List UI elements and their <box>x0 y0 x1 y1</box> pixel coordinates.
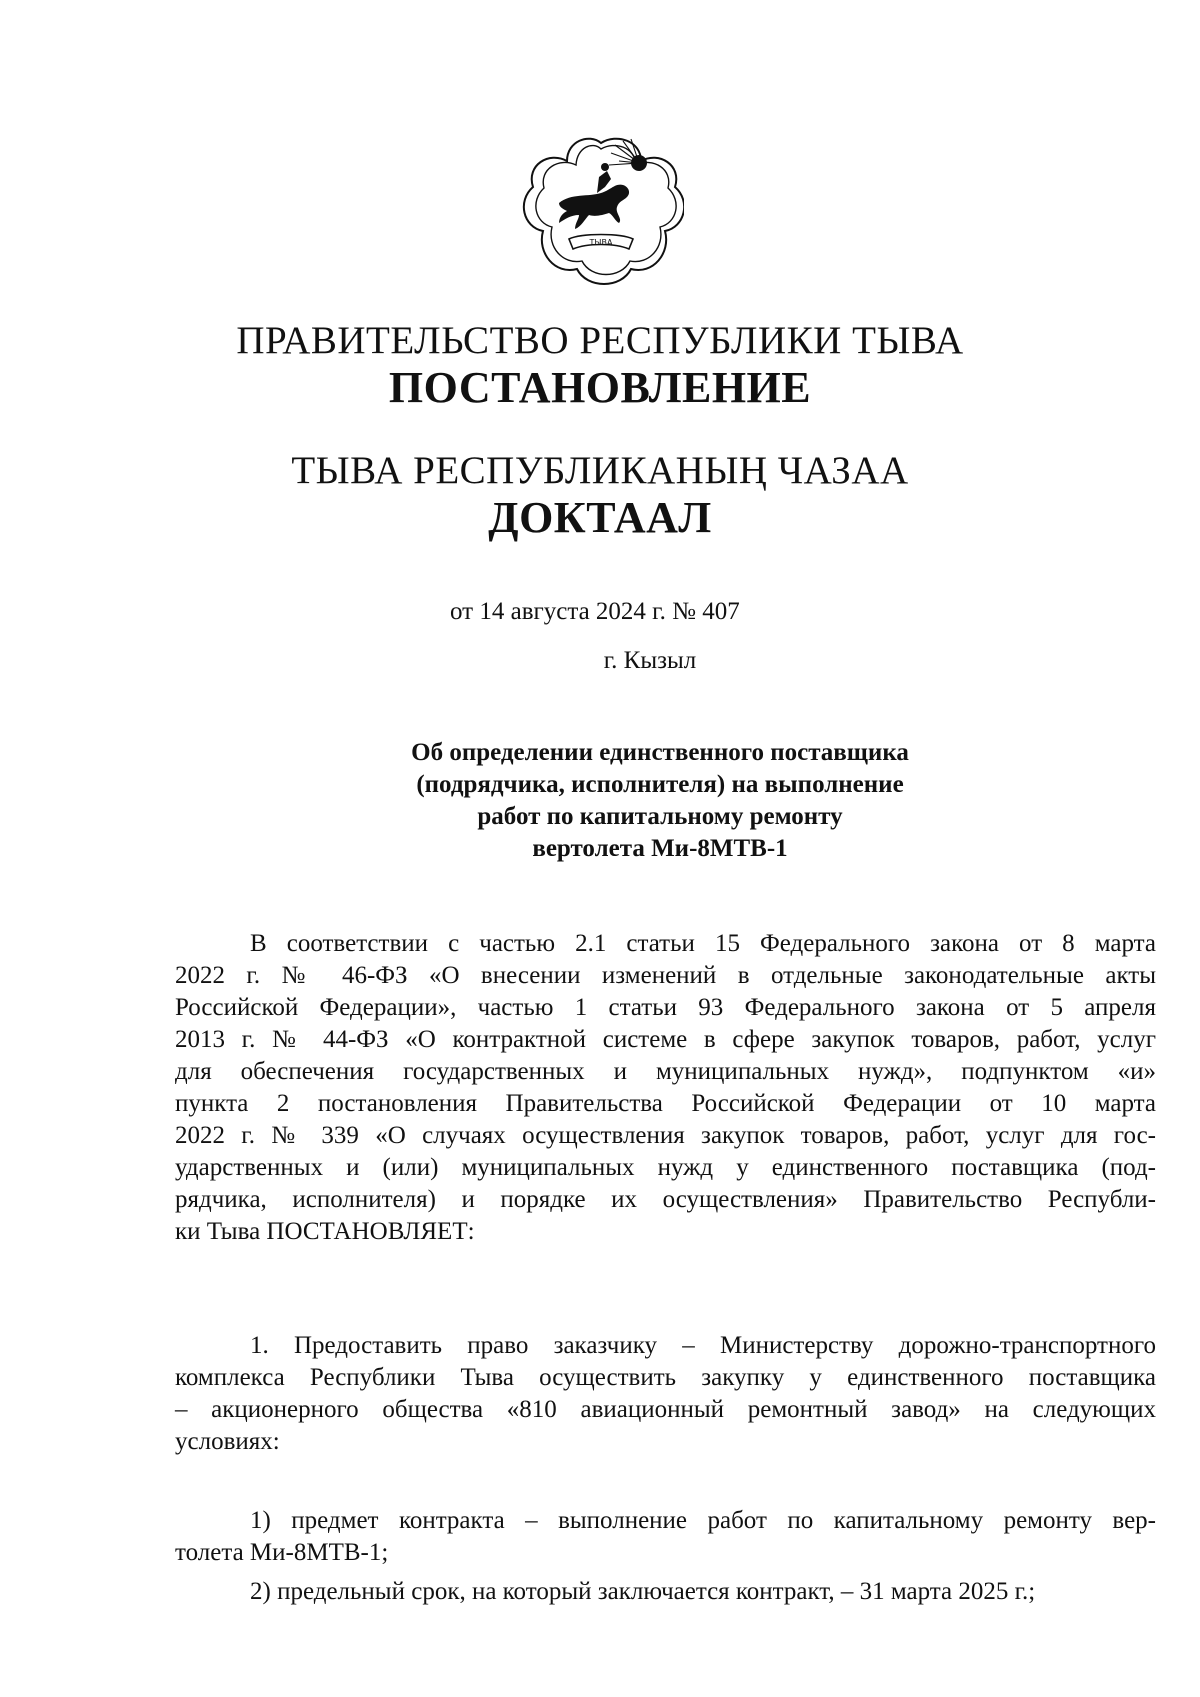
text-line: 2) предельный срок, на который заключается контракт, – 31 марта 2025 г.; <box>250 1578 1036 1605</box>
text-line: 2022 г. № 339 «О случаях осуществления закупок товаров, работ, услуг для гос- <box>175 1122 1156 1149</box>
document-date-number: от 14 августа 2024 г. № 407 <box>450 598 740 625</box>
text-line: ки Тыва ПОСТАНОВЛЯЕТ: <box>175 1218 475 1245</box>
text-line: толета Ми-8МТВ-1; <box>175 1539 389 1566</box>
subitem-2-paragraph <box>175 1576 1156 1608</box>
title-line: Об определении единственного поставщика <box>411 739 909 766</box>
government-name: ПРАВИТЕЛЬСТВО РЕСПУБЛИКИ ТЫВА <box>236 319 964 362</box>
text-line: 2013 г. № 44-ФЗ «О контрактной системе в сфере закупок товаров, работ, услуг <box>175 1026 1156 1053</box>
title-line: (подрядчика, исполнителя) на выполнение <box>416 771 904 798</box>
document-type: ПОСТАНОВЛЕНИЕ <box>388 363 812 412</box>
text-line: Российской Федерации», частью 1 статьи 93 Федерального закона от 5 апреля <box>175 994 1156 1021</box>
item-1-paragraph <box>175 1330 1156 1458</box>
text-line: – акционерного общества «810 авиационный ремонтный завод» на следующих <box>175 1396 1156 1423</box>
government-name-tyvan: ТЫВА РЕСПУБЛИКАНЫҢ ЧАЗАА <box>291 449 909 492</box>
tyva-emblem-icon <box>519 135 684 290</box>
title-line: вертолета Ми-8МТВ-1 <box>532 835 788 862</box>
text-line: для обеспечения государственных и муниципальных нужд», подпунктом «и» <box>175 1058 1156 1085</box>
svg-text:ТЫВА: ТЫВА <box>589 238 613 247</box>
text-line: В соответствии с частью 2.1 статьи 15 Федерального закона от 8 марта <box>250 930 1156 957</box>
preamble-paragraph <box>175 928 1156 1248</box>
document-title <box>300 737 1020 865</box>
text-line: ударственных и (или) муниципальных нужд у единственного поставщика (под- <box>175 1154 1156 1181</box>
text-line: 2022 г. № 46-ФЗ «О внесении изменений в отдельные законодательные акты <box>175 962 1156 989</box>
subitem-1-paragraph <box>175 1505 1156 1569</box>
text-line: 1) предмет контракта – выполнение работ по капитальному ремонту вер- <box>250 1507 1156 1534</box>
text-line: условиях: <box>175 1428 280 1455</box>
title-line: работ по капитальному ремонту <box>477 803 843 830</box>
text-line: пункта 2 постановления Правительства Российской Федерации от 10 марта <box>175 1090 1156 1117</box>
document-city: г. Кызыл <box>603 647 697 674</box>
document-type-tyvan: ДОКТААЛ <box>488 493 712 542</box>
text-line: рядчика, исполнителя) и порядке их осуществления» Правительство Республи- <box>175 1186 1156 1213</box>
text-line: комплекса Республики Тыва осуществить закупку у единственного поставщика <box>175 1364 1156 1391</box>
text-line: 1. Предоставить право заказчику – Министерству дорожно-транспортного <box>250 1332 1156 1359</box>
